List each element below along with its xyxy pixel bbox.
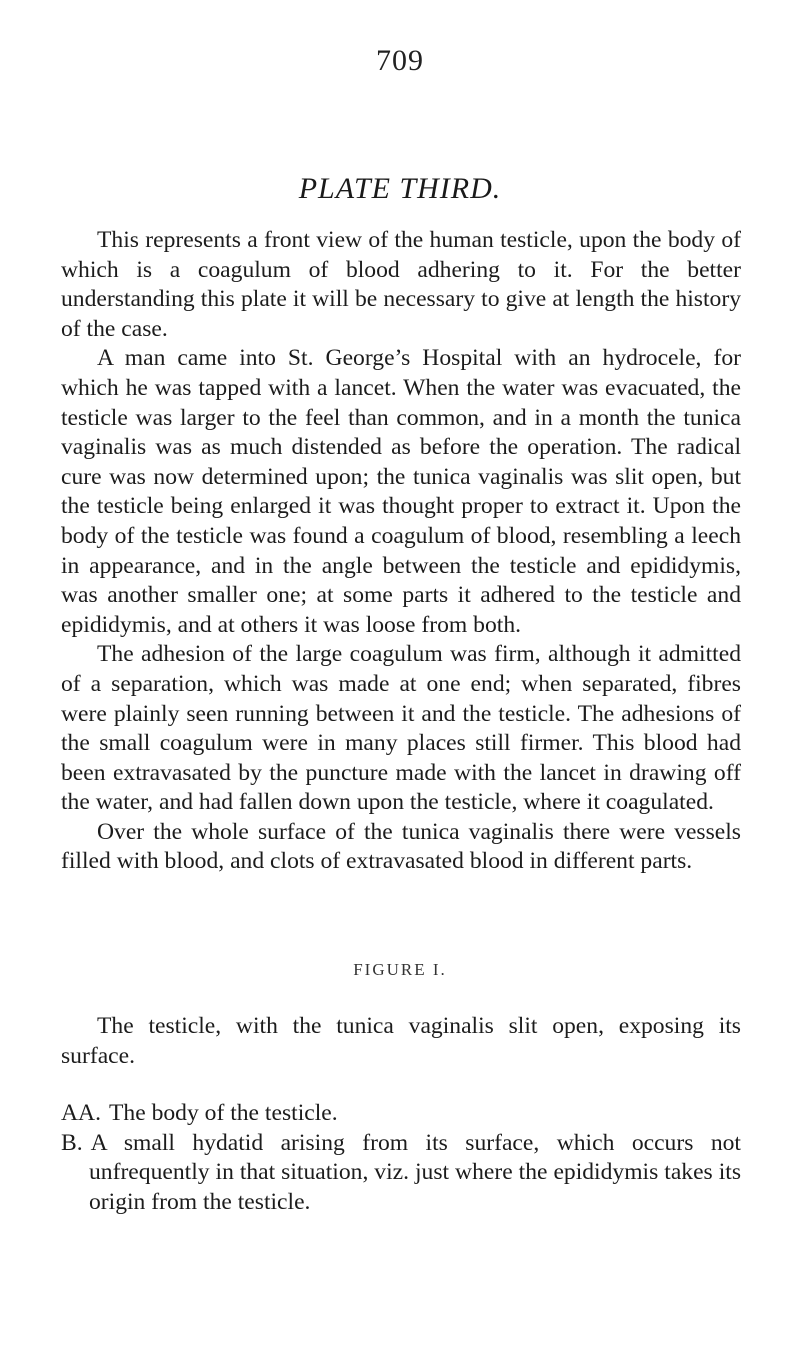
paragraph-case-history: A man came into St. George’s Hospital with an hydrocele, for which he was tapped with a lancet. When the water was evacuated, the testicle was larger to the feel than common, and in a month the tunica vaginalis was as much distended as before the operation. The radical cure was now determined upon; the tunica vaginalis was slit open, but the testicle being enlarged it was thought proper to extract it. Upon the body of the testicle was found a coagulum of blood, resembling a leech in appearance, and in the angle between the testicle and epididymis, was another smaller one; at some parts it adhered to the testicle and epididymis, and at others it was loose from both. xyxy=(61,345,741,638)
page-number: 709 xyxy=(376,44,424,77)
body-text xyxy=(61,226,741,877)
legend-item-aa xyxy=(61,1099,741,1129)
figure-legend xyxy=(61,1099,741,1217)
paragraph-adhesion: The adhesion of the large coagulum was firm, although it admitted of a separation, which was made at one end; when separated, fibres were plainly seen running between it and the testicle. The adhesions of the small coagulum were in many places still firmer. This blood had been extravasated by the puncture made with the lancet in drawing off the water, and had fallen down upon the testicle, where it coagulated. xyxy=(61,641,741,816)
figure-description xyxy=(61,1012,741,1218)
legend-text: A small hydatid arising from its surface, which occurs not unfrequently in that situation, viz. just where the epididymis takes its origin from the testicle. xyxy=(89,1129,741,1215)
legend-item-b xyxy=(61,1129,741,1218)
legend-key: AA. xyxy=(61,1100,101,1127)
paragraph-introduction: This represents a front view of the human testicle, upon the body of which is a coagulum of blood adhering to it. For the better understanding this plate it will be necessary to give at length the history of the case. xyxy=(61,227,741,342)
legend-text: The body of the testicle. xyxy=(108,1100,338,1127)
paragraph-vessels: Over the whole surface of the tunica vaginalis there were vessels filled with blood, and clots of extravasated blood in different parts. xyxy=(61,818,741,875)
figure-caption: The testicle, with the tunica vaginalis slit open, exposing its surface. xyxy=(61,1013,741,1069)
plate-title: PLATE THIRD. xyxy=(298,172,502,205)
legend-key: B. xyxy=(61,1129,83,1156)
figure-heading: FIGURE I. xyxy=(353,960,447,979)
